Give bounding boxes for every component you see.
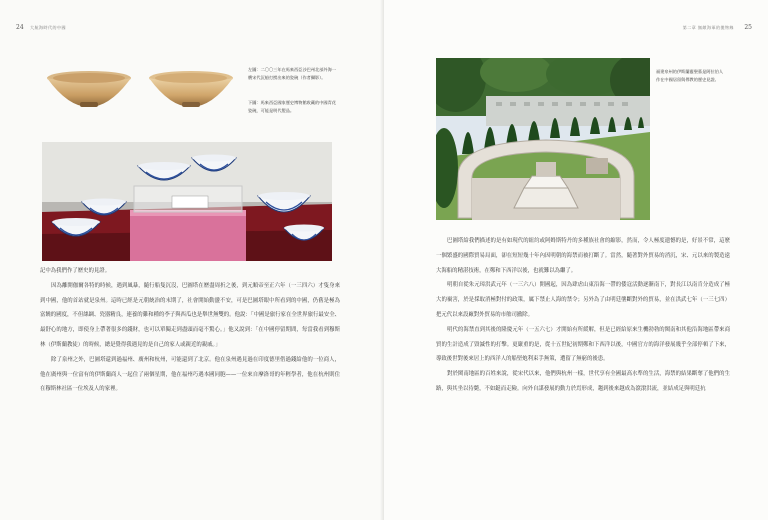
- museum-porcelain-photo: [42, 142, 332, 261]
- running-head-left: 大航海時代的中國: [30, 25, 66, 30]
- right-page: [384, 0, 768, 520]
- caption-bowls-top: 左圖：二〇〇三年在馬來西亞沙巴州北部外海一艘宋代沉船打撈出來的瓷碗（作者攝影）。: [248, 67, 336, 80]
- running-head-right: 第二章 無敵海軍的拋物線: [682, 25, 734, 30]
- body-text-left: [40, 264, 340, 397]
- caption-bowls-bottom: 下圖：馬來西亞國家歷史博物館收藏的中國青花瓷碗，可能是明代製品。: [248, 100, 336, 113]
- islamic-tomb-photo: [436, 58, 650, 220]
- page-number-right: 25: [744, 24, 752, 31]
- song-bowl-photo-1: [44, 66, 134, 110]
- body-text-right: [436, 234, 730, 397]
- paragraph: 明代的海禁直到其後的隆慶元年（一五六七）才開始有所緩解，但是已經給原來生機勃勃的閩南和其他沿海地區帶來商貿的生計造成了毀滅性的打擊。更嚴重的是，從十五世紀初期鄭和下西洋以後，中國官方的海洋發展幾乎全部停頓了下來，導致後世對後來居上的西洋人的船堅炮利束手無策，遭留了無窮的後患。: [436, 326, 730, 363]
- page-number-left: 24: [16, 24, 24, 31]
- caption-tomb: 福建泉州的伊斯蘭靈聖墓是阿拉伯人作在中國居留與傳教的歷史見證。: [656, 69, 724, 82]
- paragraph: 明朝自從朱元璋洪武元年（一三六八）開國起，因為肆虐山東沿海一帶的倭寇活動逐漸南下，對長江以南肯分造成了極大的禍害，於是採取消極對付的政策，厲下禁止人海的禁令；另外為了由明廷壟斷對外的貿易，並在洪武七年（一三七四）把元代以來設廠對外貿易的市舶司撤除。: [436, 282, 730, 318]
- paragraph: 記中為我們作了歷史的見證。: [40, 268, 111, 274]
- paragraph: 巴圖塔給我們描述的是有如現代的紐約或阿姆斯特丹的多種族社會的縮影，然而，令人極度遺憾的是，好景不常，這麼一個繁盛的國際貿易局面，卻在短短幾十年內因明朝的海禁而被打斷了。當然，隨著對外貿易的消沉，宋、元以來的製造遠大海船的精湛技術，在鄭和下西洋以後，也就難以為繼了。: [436, 238, 730, 274]
- paragraph: 除了泉州之外，巴圖塔還到過福州、廣州和杭州，可能還到了北京。他在泉州遇見過在印度德里借過錢給他的一位商人，他在廣州與一位富有的伊斯蘭商人一起住了兩個星期，他在福州巧遇本國同胞——一位來自摩洛哥的年輕學者，他在杭州則住在穆斯林社區一位埃及人的家裡。: [40, 356, 340, 393]
- paragraph: 因為離開伽爾各特的時候，遇到風暴，隨行船隻沉沒，巴圖塔在歷盡周折之後，到元順帝至正六年（一三四六）才隻身來到中國，他的首站就是泉州。這時已經是元朝統治的末期了，社會開始動盪不安，可是巴圖塔眼中所看到的中國，仍舊是極為富饒的國度，不但絲綢、瓷器精良，連養的雞和種的李子與西瓜也是舉世無雙的。他說：「中國是旅行家在全世界旅行最安全、最舒心的地方，即使身上帶著很多的錢財，也可以單獨走到盡頭而毫不驚心。」他又說到：「在中國停留期間，每當我看到穆斯林（伊斯蘭教徒）的時候，總是覺得我遇見的是自己的家人或親近的親戚。」: [40, 282, 340, 348]
- paragraph: 對於閩南地區的百姓來說，從宋代以來，他們與杭州一樣，世代享有全國最高水準的生活，海禁的結果斷奪了他們的生路，與其坐以待斃，不如鋌而走險。向外自謀發展的動力於焉形成，趨到後來越成為滾滾洪流，並結成足與明廷抗: [436, 371, 730, 392]
- song-bowl-photo-2: [146, 66, 236, 110]
